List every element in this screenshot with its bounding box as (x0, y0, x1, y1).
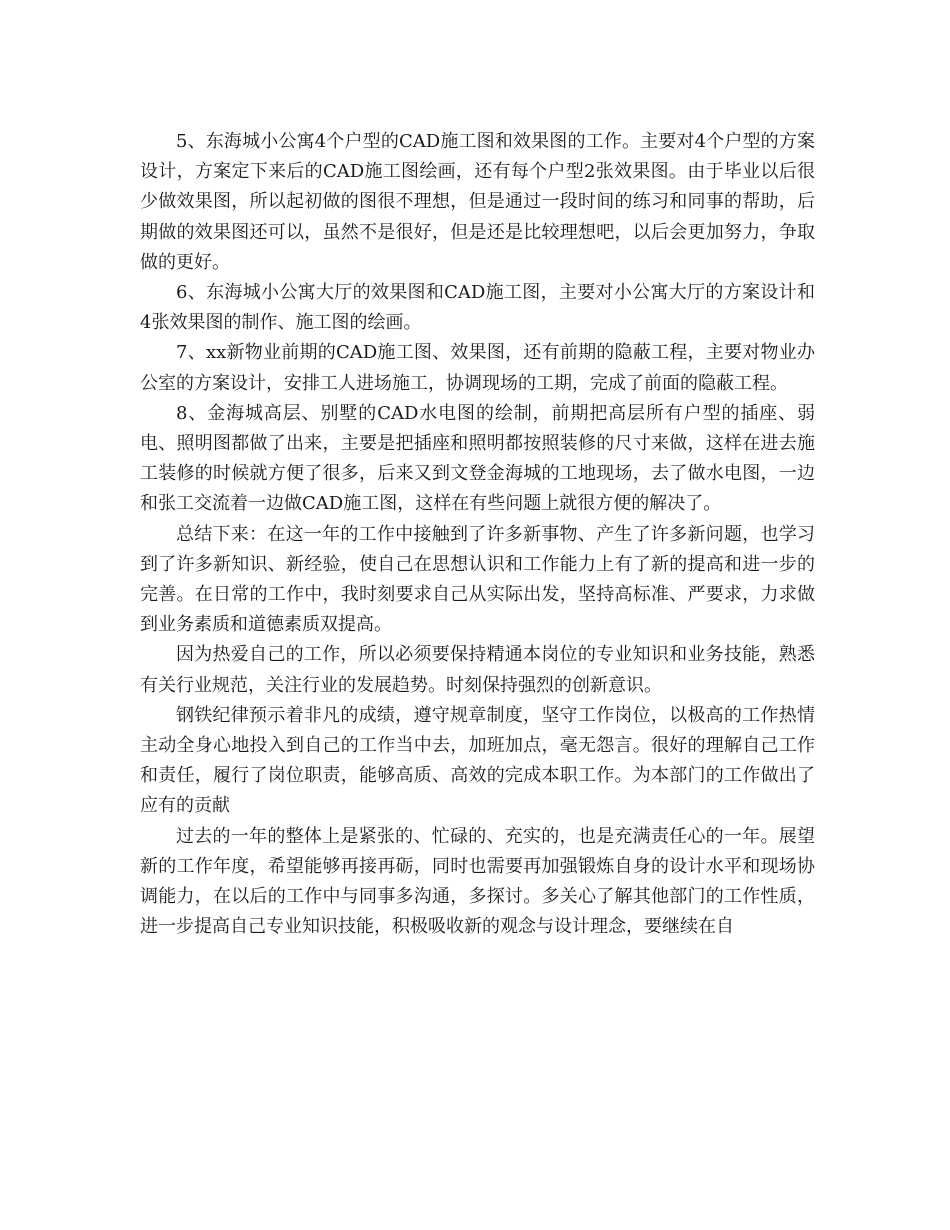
paragraph-item-5: 5、东海城小公寓4个户型的CAD施工图和效果图的工作。主要对4个户型的方案设计，方案定下来后的CAD施工图绘画，还有每个户型2张效果图。由于毕业以后很少做效果图，所以起初做的图很不理想，但是通过一段时间的练习和同事的帮助，后期做的效果图还可以，虽然不是很好，但是还是比较理想吧，以后会更加努力，争取做的更好。 (140, 131, 815, 273)
paragraph-item-6: 6、东海城小公寓大厅的效果图和CAD施工图，主要对小公寓大厅的方案设计和4张效果图的制作、施工图的绘画。 (140, 282, 815, 334)
paragraph-discipline: 钢铁纪律预示着非凡的成绩，遵守规章制度，坚守工作岗位，以极高的工作热情主动全身心地投入到自己的工作当中去，加班加点，毫无怨言。很好的理解自己工作和责任，履行了岗位职责，能够高质、高效的完成本职工作。为本部门的工作做出了应有的贡献 (140, 704, 815, 817)
document-body (140, 127, 815, 942)
paragraph-passion: 因为热爱自己的工作，所以必须要保持精通本岗位的专业知识和业务技能，熟悉有关行业规范，关注行业的发展趋势。时刻保持强烈的创新意识。 (140, 644, 815, 696)
paragraph-summary: 总结下来：在这一年的工作中接触到了许多新事物、产生了许多新问题，也学习到了许多新知识、新经验，使自己在思想认识和工作能力上有了新的提高和进一步的完善。在日常的工作中，我时刻要求自己从实际出发，坚持高标准、严要求，力求做到业务素质和道德素质双提高。 (140, 523, 815, 636)
paragraph-outlook: 过去的一年的整体上是紧张的、忙碌的、充实的，也是充满责任心的一年。展望新的工作年度，希望能够再接再砺，同时也需要再加强锻炼自身的设计水平和现场协调能力，在以后的工作中与同事多沟通，多探讨。多关心了解其他部门的工作性质，进一步提高自己专业知识技能，积极吸收新的观念与设计理念，要继续在自 (140, 825, 815, 938)
paragraph-item-7: 7、xx新物业前期的CAD施工图、效果图，还有前期的隐蔽工程，主要对物业办公室的方案设计，安排工人进场施工，协调现场的工期，完成了前面的隐蔽工程。 (140, 342, 815, 394)
paragraph-item-8: 8、金海城高层、别墅的CAD水电图的绘制，前期把高层所有户型的插座、弱电、照明图都做了出来，主要是把插座和照明都按照装修的尺寸来做，这样在进去施工装修的时候就方便了很多，后来又到文登金海城的工地现场，去了做水电图，一边和张工交流着一边做CAD施工图，这样在有些问题上就很方便的解决了。 (140, 402, 815, 515)
